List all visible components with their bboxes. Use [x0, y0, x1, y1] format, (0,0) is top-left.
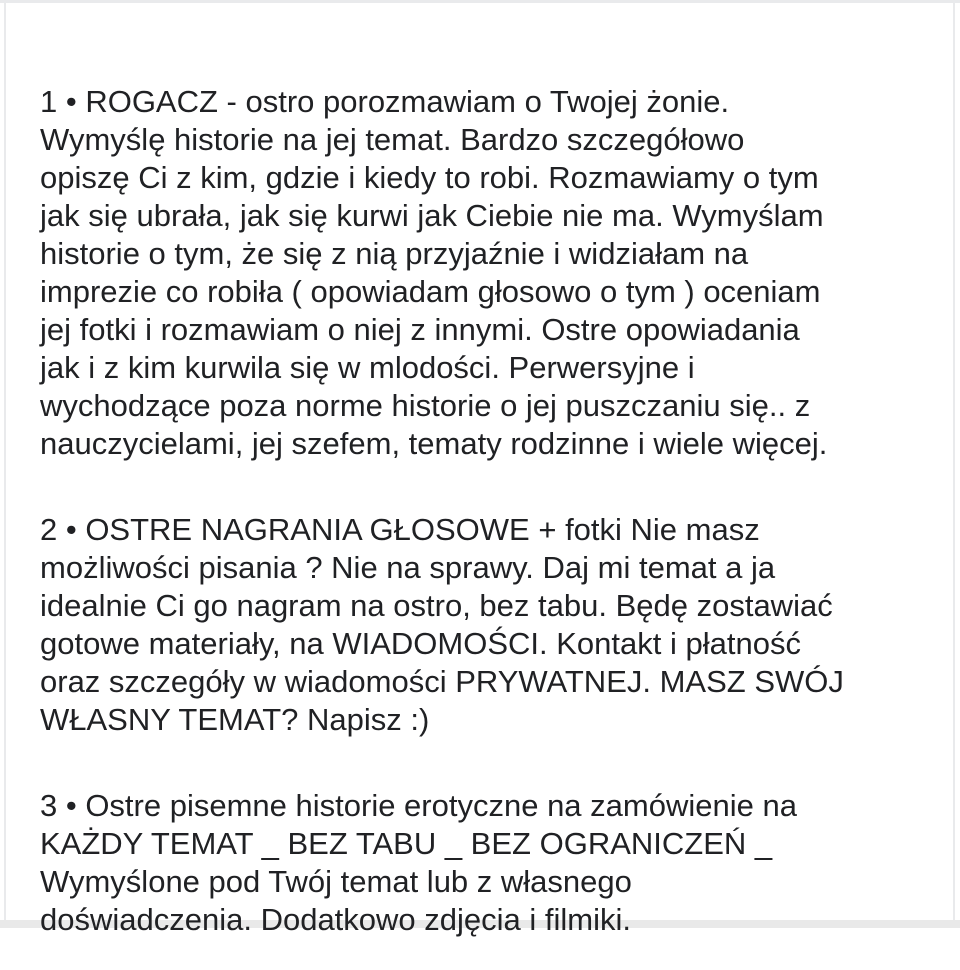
- text-line: idealnie Ci go nagram na ostro, bez tabu. Będę zostawiać: [40, 588, 833, 623]
- text-line: KAŻDY TEMAT _ BEZ TABU _ BEZ OGRANICZEŃ _: [40, 826, 773, 861]
- text-line: 1 • ROGACZ - ostro porozmawiam o Twojej żonie.: [40, 84, 730, 119]
- text-line: opiszę Ci z kim, gdzie i kiedy to robi. Rozmawiamy o tym: [40, 160, 819, 195]
- text-line: gotowe materiały, na WIADOMOŚCI. Kontakt i płatność: [40, 626, 801, 661]
- text-line: Wymyślę historie na jej temat. Bardzo szczegółowo: [40, 122, 745, 157]
- text-line: doświadczenia. Dodatkowo zdjęcia i filmiki.: [40, 902, 631, 937]
- text-line: oraz szczegóły w wiadomości PRYWATNEJ. MASZ SWÓJ: [40, 664, 844, 699]
- text-line: jej fotki i rozmawiam o niej z innymi. Ostre opowiadania: [40, 312, 800, 347]
- text-line: imprezie co robiła ( opowiadam głosowo o tym ) oceniam: [40, 274, 821, 309]
- text-line: historie o tym, że się z nią przyjaźnie i widziałam na: [40, 236, 749, 271]
- text-line: WŁASNY TEMAT? Napisz :): [40, 702, 430, 737]
- text-line: 3 • Ostre pisemne historie erotyczne na zamówienie na: [40, 788, 797, 823]
- text-line: 2 • OSTRE NAGRANIA GŁOSOWE + fotki Nie masz: [40, 512, 760, 547]
- text-line: jak i z kim kurwila się w mlodości. Perwersyjne i: [40, 350, 695, 385]
- text-line: jak się ubrała, jak się kurwi jak Ciebie nie ma. Wymyślam: [40, 198, 824, 233]
- text-line: możliwości pisania ? Nie na sprawy. Daj mi temat a ja: [40, 550, 776, 585]
- text-line: Wymyślone pod Twój temat lub z własnego: [40, 864, 632, 899]
- text-line: wychodzące poza norme historie o jej puszczaniu się.. z: [40, 388, 811, 423]
- text-line: nauczycielami, jej szefem, tematy rodzinne i wiele więcej.: [40, 426, 828, 461]
